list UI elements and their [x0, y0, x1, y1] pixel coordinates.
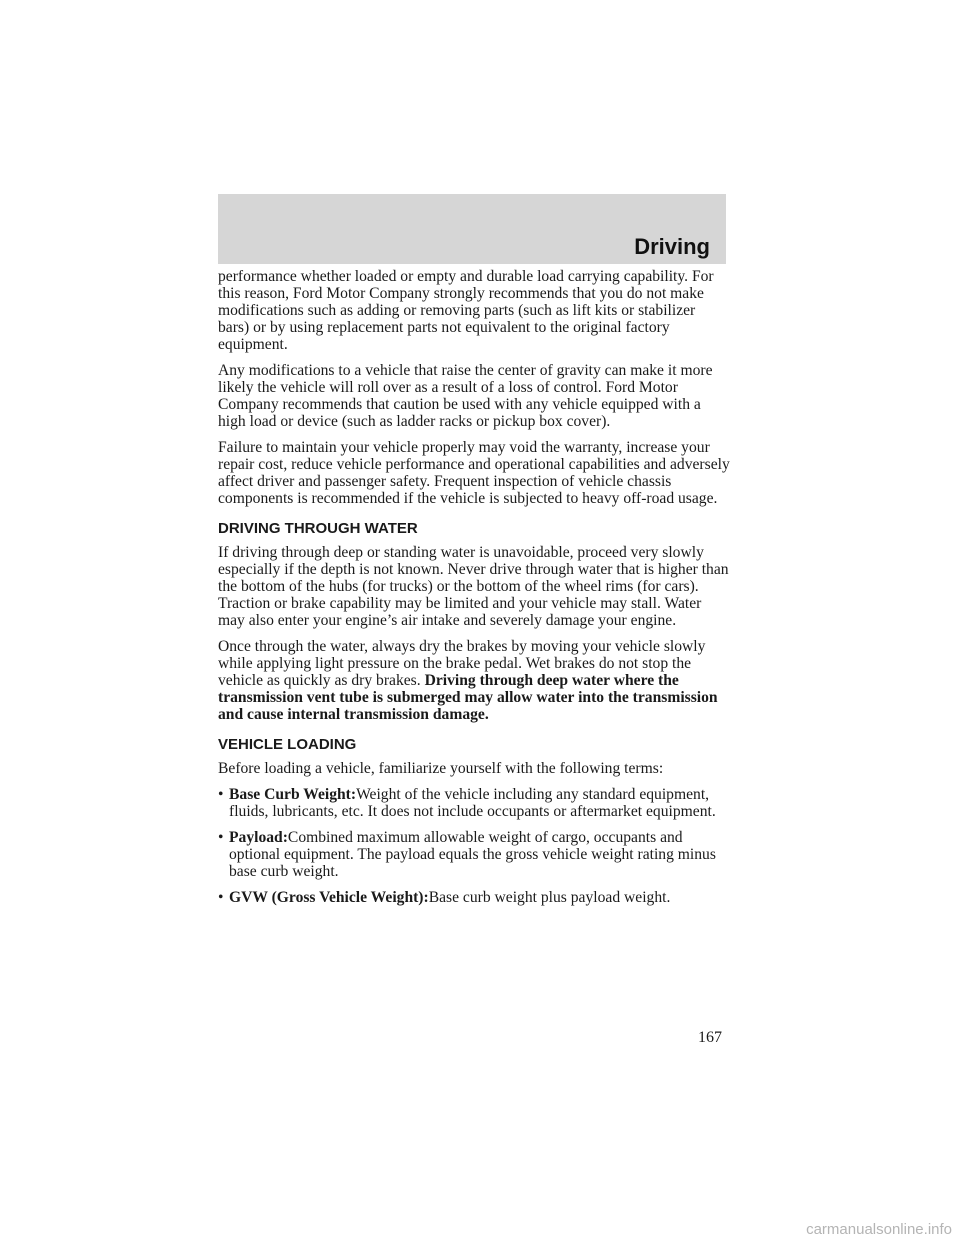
section-header-band — [218, 194, 726, 264]
section-title: Driving — [634, 234, 710, 259]
term-definition: Base curb weight plus payload weight. — [428, 889, 671, 906]
term-definition: Weight of the vehicle including any standard equipment, fluids, lubricants, etc. It does not include occupants or aftermarket equipment. — [229, 786, 716, 820]
paragraph-maintenance: Failure to maintain your vehicle properly may void the warranty, increase your repair cost, reduce vehicle performance and operational capabilities and adversely affect driver and passenger safety. Frequent inspection of vehicle chassis components is recommended if the vehicle is subjected to heavy off-road usage. — [218, 439, 730, 507]
list-item-payload — [218, 829, 730, 880]
page-content — [218, 268, 730, 915]
bullet-icon: • — [218, 889, 224, 906]
list-item-base-curb-weight — [218, 786, 730, 820]
heading-vehicle-loading: VEHICLE LOADING — [218, 736, 357, 753]
term-label: Base Curb Weight: — [229, 786, 357, 803]
paragraph-loading-intro: Before loading a vehicle, familiarize yourself with the following terms: — [218, 760, 664, 777]
heading-driving-through-water: DRIVING THROUGH WATER — [218, 520, 418, 537]
term-definition: Combined maximum allowable weight of cargo, occupants and optional equipment. The payload equals the gross vehicle weight rating minus base curb weight. — [229, 829, 716, 880]
transmission-warning: Driving through deep water where the transmission vent tube is submerged may allow water into the transmission and cause internal transmission damage. — [218, 672, 718, 723]
list-item-gvw — [218, 889, 730, 906]
paragraph-water-depth: If driving through deep or standing water is unavoidable, proceed very slowly especially if the depth is not known. Never drive through water that is higher than the bottom of the hubs (for trucks) or the bottom of the wheel rims (for cars). Traction or brake capability may be limited and your vehicle may stall. Water may also enter your engine’s air intake and severely damage your engine. — [218, 544, 729, 629]
paragraph-center-of-gravity: Any modifications to a vehicle that raise the center of gravity can make it more likely the vehicle will roll over as a result of a loss of control. Ford Motor Company recommends that caution be used with any vehicle equipped with a high load or device (such as ladder racks or pickup box cover). — [218, 362, 713, 430]
paragraph-dry-brakes — [218, 638, 730, 723]
bullet-icon: • — [218, 786, 224, 803]
term-label: Payload: — [229, 829, 288, 846]
watermark-text: carmanualsonline.info — [806, 1221, 952, 1238]
dry-brakes-text: Once through the water, always dry the brakes by moving your vehicle slowly while applying light pressure on the brake pedal. Wet brakes do not stop the vehicle as quickly as dry brakes. — [218, 638, 706, 689]
bullet-icon: • — [218, 829, 224, 846]
page-number: 167 — [698, 1029, 722, 1046]
paragraph-modifications: performance whether loaded or empty and durable load carrying capability. For this reason, Ford Motor Company strongly recommends that you do not make modifications such as adding or removing parts (such as lift kits or stabilizer bars) or by using replacement parts not equivalent to the original factory equipment. — [218, 268, 714, 353]
term-label: GVW (Gross Vehicle Weight): — [229, 889, 429, 906]
